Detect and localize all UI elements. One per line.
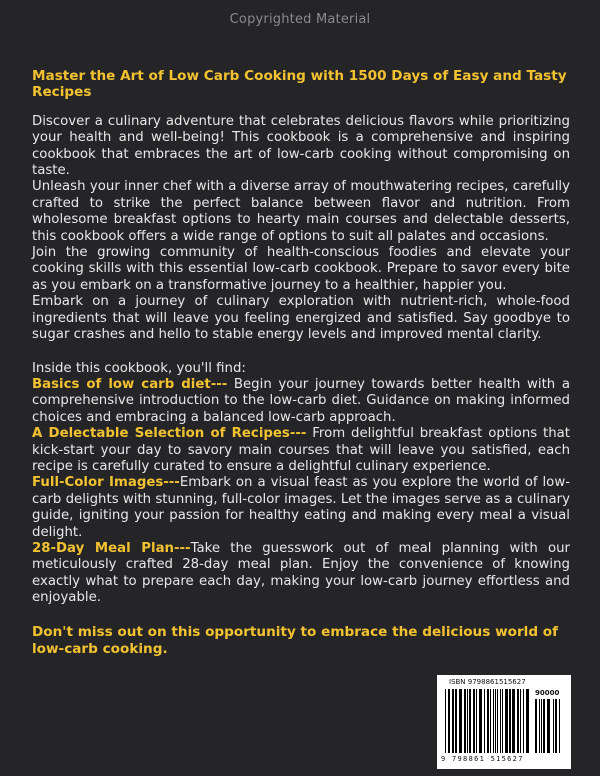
barcode-bar: [517, 689, 519, 753]
barcode-bar: [493, 689, 494, 753]
barcode-bar: [535, 699, 537, 753]
barcode-bar: [559, 699, 560, 753]
feature-title: A Delectable Selection of Recipes---: [32, 426, 307, 442]
barcode-bar: [520, 689, 521, 753]
feature-title: Full-Color Images---: [32, 475, 180, 491]
feature-images: [32, 475, 570, 541]
barcode-bar: [543, 699, 545, 753]
back-cover-description: [32, 68, 570, 658]
intro-paragraph: Discover a culinary adventure that celebrates delicious flavors while prioritizing your health and well-being! This cookbook is a comprehensive and inspiring cookbook that embraces the art of low-carb cooking without compromising on taste.: [32, 113, 570, 179]
feature-text: Embark on a visual feast as you explore the world of low-carb delights with stunning, full-color images. Let the images serve as a culinary guide, igniting your passion for healthy eating and making every meal a visual delight.: [32, 475, 570, 540]
barcode-bar: [479, 689, 482, 753]
barcode-bar: [512, 689, 515, 753]
barcode-bar: [469, 689, 471, 753]
feature-title: Basics of low carb diet---: [32, 376, 228, 392]
barcode-bar: [448, 689, 450, 753]
feature-title: 28-Day Meal Plan---: [32, 540, 191, 556]
copyright-watermark: Copyrighted Material: [229, 12, 371, 27]
headline: Master the Art of Low Carb Cooking with 1500 Days of Easy and Tasty Recipes: [32, 68, 567, 101]
barcode-bar: [473, 689, 475, 753]
barcode-bar: [505, 689, 508, 753]
barcode-bar: [526, 689, 529, 753]
barcode-bar: [539, 699, 540, 753]
price-code: 90000: [535, 689, 560, 697]
barcode-bar: [541, 699, 542, 753]
barcode-bar: [497, 689, 498, 753]
barcode-bar: [464, 689, 466, 753]
barcode-bar: [459, 689, 462, 753]
feature-recipes: [32, 426, 570, 475]
barcode-bar: [500, 689, 501, 753]
community-paragraph: Join the growing community of health-conscious foodies and elevate your cooking skills with this essential low-carb cookbook. Prepare to savor every bite as you embark on a transformative journey to a healthier, happier you.: [32, 245, 570, 293]
feature-text: Begin your journey towards better health with a comprehensive introduction to the low-carb diet. Guidance on making informed choices and embracing a balanced low-carb approach.: [32, 376, 570, 425]
barcode-digits: 9 798861 515627: [441, 755, 524, 763]
feature-text: Take the guesswork out of meal planning with our meticulously crafted 28-day meal plan. Enjoy the convenience of knowing exactly what to prepare each day, making your low-carb journey effortless and enjoyable.: [32, 540, 570, 606]
barcode-bar: [555, 699, 557, 753]
spacer: [32, 344, 570, 361]
barcode-bar: [547, 699, 550, 753]
barcode-bar: [490, 689, 491, 753]
journey-paragraph: Embark on a journey of culinary exploration with nutrient-rich, whole-food ingredients that will leave you feeling energized and satisfied. Say goodbye to sugar crashes and hello to stable energy levels and improved mental clarity.: [32, 294, 570, 343]
barcode-bars: [445, 689, 531, 755]
feature-meal-plan: [32, 541, 570, 607]
barcode-bar: [467, 689, 468, 753]
barcode-bar: [476, 689, 477, 753]
barcode-bar: [484, 689, 485, 753]
feature-basics: [32, 377, 570, 426]
chef-paragraph: Unleash your inner chef with a diverse array of mouthwatering recipes, carefully crafted to strike the perfect balance between flavor and nutrition. From wholesome breakfast options to hearty main courses and delectable desserts, this cookbook offers a wide range of options to suit all palates and occasions.: [32, 179, 570, 244]
barcode-bar: [509, 689, 511, 753]
feature-text: From delightful breakfast options that kick-start your day to savory main courses that will leave you satisfied, each recipe is carefully curated to ensure a delightful culinary experience.: [32, 426, 571, 474]
barcode-bar: [487, 689, 489, 753]
isbn-barcode: [437, 675, 571, 769]
isbn-label: ISBN 9798861515627: [449, 678, 526, 686]
barcode-bar: [553, 699, 554, 753]
inside-intro: Inside this cookbook, you'll find:: [32, 360, 246, 376]
closing-call-to-action: Don't miss out on this opportunity to embrace the delicious world of low-carb cooking.: [32, 623, 559, 657]
barcode-bar: [523, 689, 524, 753]
barcode-bar: [455, 689, 457, 753]
addon-barcode-bars: [535, 699, 565, 753]
barcode-bar: [495, 689, 496, 753]
barcode-bar: [502, 689, 503, 753]
barcode-bar: [452, 689, 454, 753]
barcode-bar: [445, 689, 446, 753]
